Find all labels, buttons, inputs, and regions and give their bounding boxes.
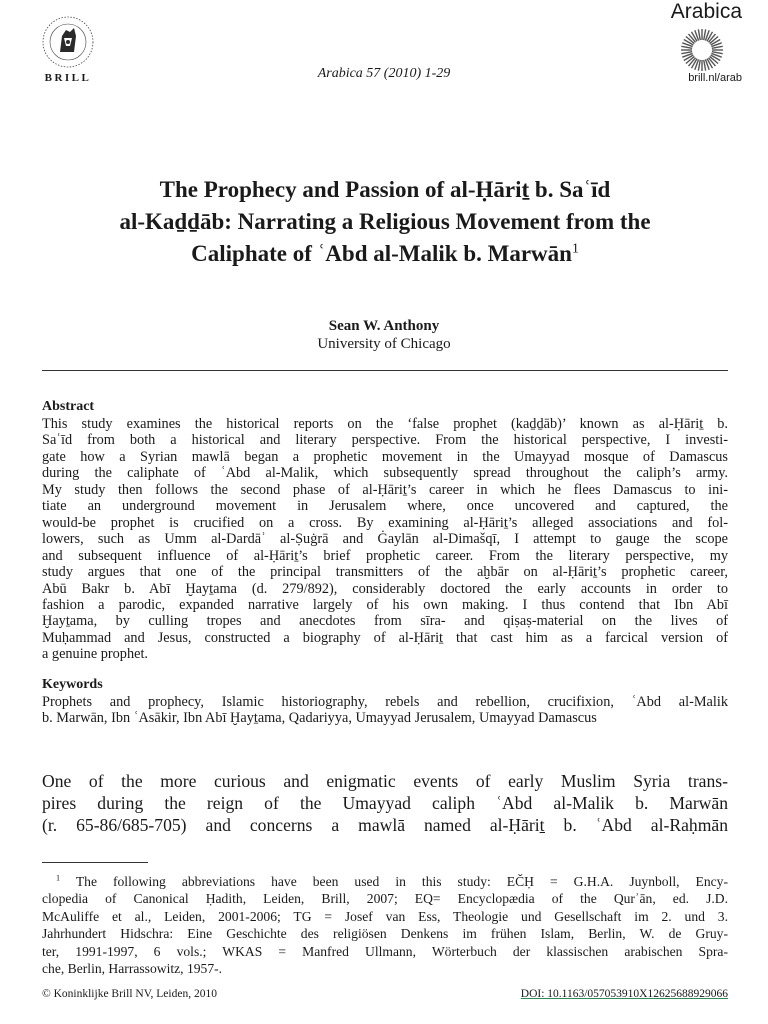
abstract-line: study argues that one of the principal transmitters of the aḫbār on al-Ḥāriṯ’s prophetic career, (42, 564, 728, 581)
abstract-line: Saʿīd from both a historical and literary perspective. From the historical perspective, I investi- (42, 432, 728, 449)
copyright-notice: © Koninklijke Brill NV, Leiden, 2010 (42, 988, 217, 1000)
footnote-divider (42, 862, 148, 863)
journal-url: brill.nl/arab (688, 72, 742, 84)
abstract-line: Muḥammad and Jesus, constructed a biography of al-Ḥāriṯ that cast him as a farcical version of (42, 629, 728, 646)
footnote-marker: 1 (571, 240, 579, 256)
title-line: al-Kaḏḏāb: Narrating a Religious Movement from the (119, 209, 651, 234)
abstract-line: lowers, such as Umm al-Dardāʾ al-Ṣuġrā and Ġaylān al-Dimašqī, I attempt to gauge the scope (42, 531, 728, 548)
divider (42, 370, 728, 371)
body-paragraph (42, 770, 728, 836)
article-title (40, 174, 730, 270)
footnote-line: che, Berlin, Harrassowitz, 1957-. (42, 961, 223, 977)
abstract-line: a genuine prophet. (42, 646, 148, 663)
footnote-line: McAuliffe et al., Leiden, 2001-2006; TG = Josef van Ess, Theologie und Gesellschaft im 2. und 3. (42, 908, 728, 924)
abstract-line: and subsequent influence of al-Ḥāriṯ’s brief prophetic career. From the literary perspective, my (42, 547, 728, 564)
body-line: One of the more curious and enigmatic events of early Muslim Syria trans- (42, 771, 728, 791)
abstract-line: would-be prophet is crucified on a cross. By examining al-Ḥāriṯ’s alleged associations and fol- (42, 514, 728, 531)
abstract-heading: Abstract (42, 399, 95, 414)
abstract-line: tiate an underground movement in Jerusalem where, once uncovered and captured, the (42, 498, 728, 515)
publisher-name: BRILL (44, 72, 92, 84)
footnote-line: ter, 1991-1997, 6 vols.; WKAS = Manfred Ullmann, Wörterbuch der klassischen arabischen Spra- (42, 943, 728, 959)
footnote-line: $^1$ The following abbreviations have been used in this study: EČḤ = G.H.A. Juynboll, Ency- (56, 873, 729, 889)
abstract-line: My study then follows the second phase of al-Ḥāriṯ’s career in which he flees Damascus to ini- (42, 481, 728, 498)
footnote (42, 873, 728, 977)
body-line: (r. 65-86/685-705) and concerns a mawlā named al-Ḥāriṯ b. ʿAbd al-Raḥmān (42, 815, 728, 835)
journal-emblem (678, 26, 726, 74)
journal-name: Arabica (670, 0, 742, 23)
abstract-line: Ḫayṯama, by culling tropes and anecdotes from sīra- and qiṣaṣ-material on the lives of (42, 613, 728, 630)
footnote-line: Jahrhundert Hidschra: Eine Geschichte des religiösen Denkens im frühen Islam, Berlin, W. de Gruy- (42, 926, 728, 942)
abstract-text (42, 416, 728, 663)
title-line: The Prophecy and Passion of al-Ḥāriṯ b. Saʿīd (159, 177, 611, 202)
journal-citation: Arabica 57 (2010) 1-29 (317, 66, 451, 81)
keywords-line: Prophets and prophecy, Islamic historiography, rebels and rebellion, crucifixion, ʿAbd al-Malik (42, 694, 728, 710)
body-line: pires during the reign of the Umayyad caliph ʿAbd al-Malik b. Marwān (42, 793, 728, 813)
doi-link[interactable]: DOI: 10.1163/057053910X12625688929066 (520, 988, 728, 1000)
abstract-line: during the caliphate of ʿAbd al-Malik, which subsequently spread throughout the caliph’s army. (42, 465, 728, 482)
abstract-line: Abū Bakr b. Abī Ḫayṯama (d. 279/892), considerably doctored the early accounts in order to (42, 580, 728, 597)
keywords-heading: Keywords (42, 677, 103, 692)
abstract-line: This study examines the historical reports on the ‘false prophet (kaḏḏāb)’ known as al-Ḥāriṯ b. (42, 416, 728, 432)
footnote-number: 1 (56, 873, 61, 883)
keywords-line: b. Marwān, Ibn ʿAsākir, Ibn Abī Ḫayṯama, Qadariyya, Umayyad Jerusalem, Umayyad Damascus (42, 710, 597, 727)
abstract-line: fashion a parodic, expanded narrative largely of his own making. I thus contend that Ibn Abī (42, 596, 728, 613)
author-affiliation: University of Chicago (317, 336, 451, 352)
footnote-line: clopedia of Canonical Ḥadith, Leiden, Brill, 2007; EQ= Encyclopædia of the Qurʾān, ed. J.D. (42, 891, 728, 907)
author-name: Sean W. Anthony (328, 318, 440, 334)
title-line: Caliphate of ʿAbd al-Malik b. Marwān$^1$ (191, 240, 579, 266)
keywords-text (42, 694, 728, 727)
abstract-line: gate how a Syrian mawlā began a prophetic movement in the Umayyad mosque of Damascus (42, 448, 728, 465)
